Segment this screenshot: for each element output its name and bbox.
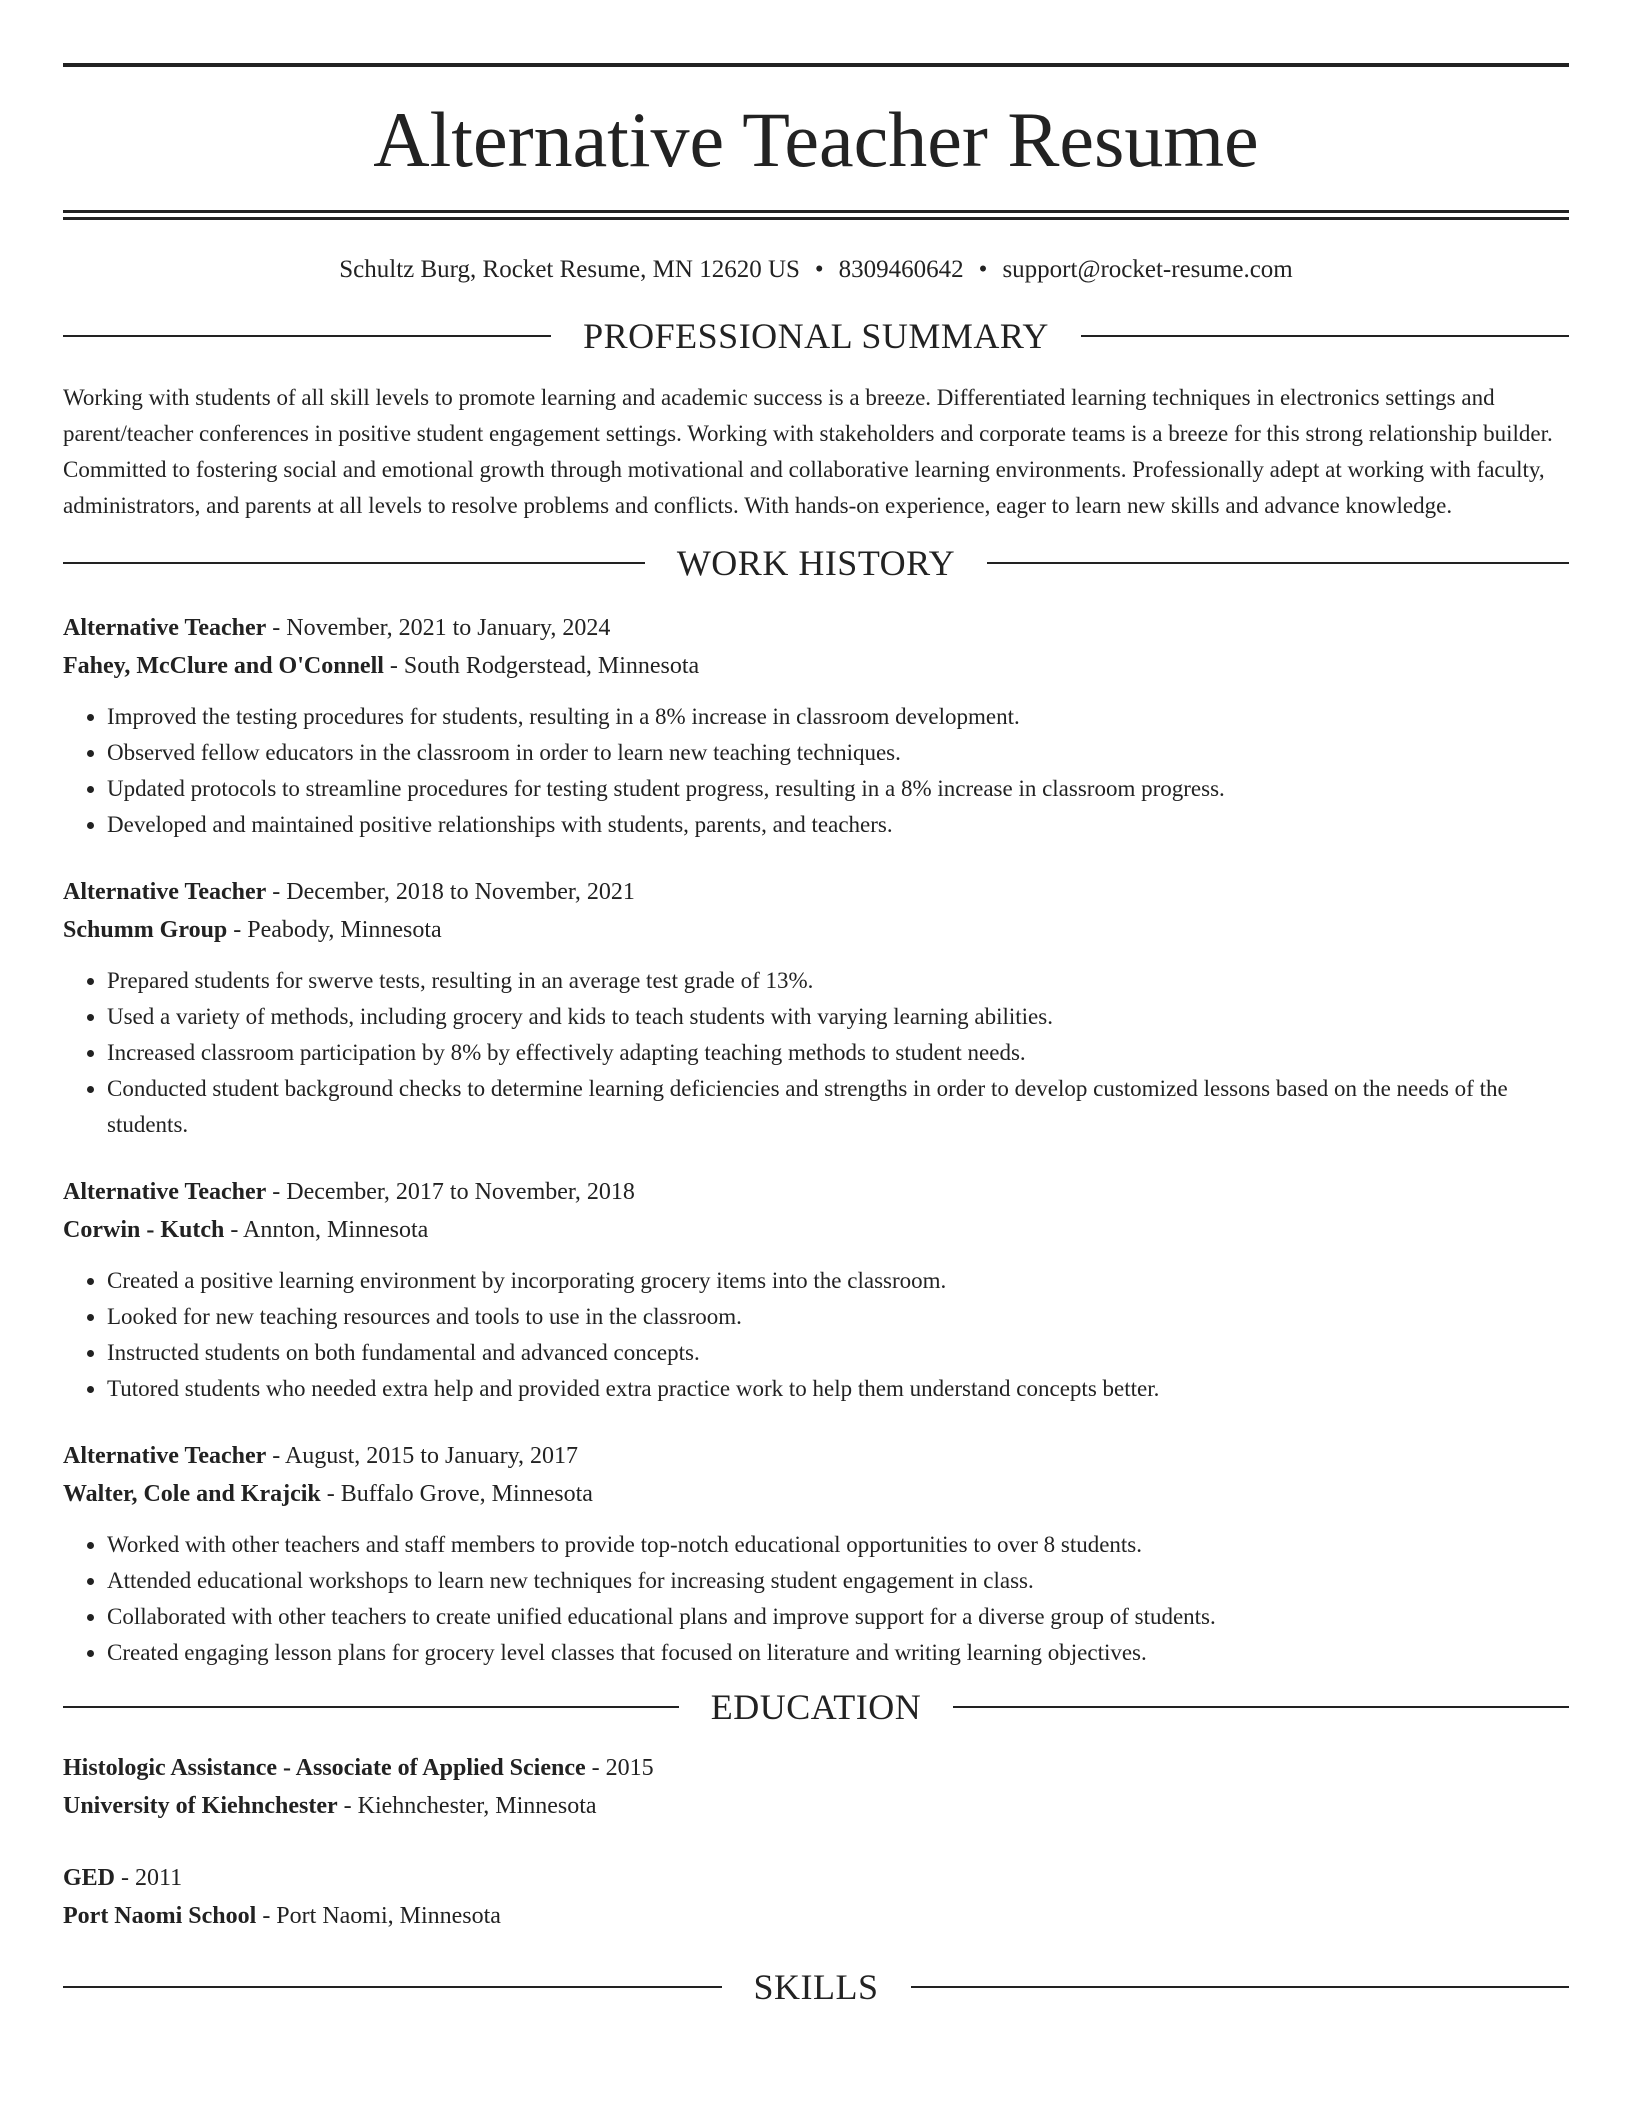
duty-item: • Tutored students who needed extra help and provided extra practice work to help them understand concepts better.	[107, 1371, 1569, 1407]
duty-item: • Observed fellow educators in the classroom in order to learn new teaching techniques.	[107, 735, 1569, 771]
job-location: - South Rodgerstead, Minnesota	[383, 653, 700, 679]
job-dates: - August, 2015 to January, 2017	[266, 1443, 579, 1469]
school-name: University of Kiehnchester	[63, 1793, 338, 1819]
job-entry	[63, 1173, 1569, 1407]
job-company-line	[63, 1475, 1569, 1513]
job-entry	[63, 873, 1569, 1143]
job-title-line	[63, 873, 1569, 911]
contact-phone: 8309460642	[838, 256, 964, 283]
job-title-line	[63, 1173, 1569, 1211]
heading-rule	[63, 1706, 679, 1708]
job-duties	[63, 1527, 1569, 1671]
duty-item: • Attended educational workshops to learn new techniques for increasing student engagement in class.	[107, 1563, 1569, 1599]
education-entry	[63, 1749, 1569, 1825]
job-dates: - November, 2021 to January, 2024	[266, 615, 611, 641]
heading-rule	[63, 1986, 722, 1988]
job-location: - Annton, Minnesota	[224, 1217, 429, 1243]
degree-name: GED	[63, 1865, 116, 1891]
job-company-line	[63, 1211, 1569, 1249]
job-role: Alternative Teacher	[63, 879, 267, 905]
heading-rule	[63, 562, 645, 564]
duty-item: • Used a variety of methods, including grocery and kids to teach students with varying learning abilities.	[107, 999, 1569, 1035]
school-location: - Port Naomi, Minnesota	[256, 1903, 501, 1929]
job-title-line	[63, 609, 1569, 647]
contact-address: Schultz Burg, Rocket Resume, MN 12620 US	[339, 256, 800, 283]
duty-item: • Prepared students for swerve tests, resulting in an average test grade of 13%.	[107, 963, 1569, 999]
contact-email: support@rocket-resume.com	[1002, 256, 1293, 283]
contact-separator: •	[814, 256, 824, 283]
contact-line	[63, 256, 1569, 284]
job-dates: - December, 2017 to November, 2018	[266, 1179, 635, 1205]
job-duties	[63, 699, 1569, 843]
duty-item: • Improved the testing procedures for students, resulting in a 8% increase in classroom development.	[107, 699, 1569, 735]
school-line	[63, 1897, 1569, 1935]
job-role: Alternative Teacher	[63, 1179, 267, 1205]
job-entry	[63, 1437, 1569, 1671]
degree-year: - 2011	[115, 1865, 183, 1891]
job-company-line	[63, 647, 1569, 685]
job-title-line	[63, 1437, 1569, 1475]
heading-rule	[911, 1986, 1570, 1988]
job-dates: - December, 2018 to November, 2021	[266, 879, 635, 905]
school-location: - Kiehnchester, Minnesota	[337, 1793, 597, 1819]
job-duties	[63, 963, 1569, 1143]
degree-year: - 2015	[585, 1755, 654, 1781]
contact-separator: •	[978, 256, 988, 283]
education-entry	[63, 1859, 1569, 1935]
job-company: Corwin - Kutch	[63, 1217, 225, 1243]
resume-page	[63, 0, 1569, 2005]
section-title: EDUCATION	[710, 1687, 922, 1727]
duty-item: • Increased classroom participation by 8% by effectively adapting teaching methods to student needs.	[107, 1035, 1569, 1071]
duty-item: • Conducted student background checks to determine learning deficiencies and strengths in order to develop customized lessons based on the needs of the students.	[107, 1071, 1569, 1143]
school-line	[63, 1787, 1569, 1825]
duty-item: • Instructed students on both fundamental and advanced concepts.	[107, 1335, 1569, 1371]
section-title: PROFESSIONAL SUMMARY	[583, 316, 1049, 356]
heading-rule	[63, 335, 551, 337]
heading-rule	[953, 1706, 1569, 1708]
job-duties	[63, 1263, 1569, 1407]
job-company-line	[63, 911, 1569, 949]
duty-item: • Developed and maintained positive relationships with students, parents, and teachers.	[107, 807, 1569, 843]
job-role: Alternative Teacher	[63, 1443, 267, 1469]
title-double-rule	[63, 210, 1569, 220]
job-role: Alternative Teacher	[63, 615, 267, 641]
duty-item: • Created a positive learning environment by incorporating grocery items into the classroom.	[107, 1263, 1569, 1299]
duty-item: • Created engaging lesson plans for grocery level classes that focused on literature and writing learning objectives.	[107, 1635, 1569, 1671]
work-history-list	[63, 609, 1569, 1671]
school-name: Port Naomi School	[63, 1903, 257, 1929]
duty-item: • Updated protocols to streamline procedures for testing student progress, resulting in a 8% increase in classroom progress.	[107, 771, 1569, 807]
job-company: Walter, Cole and Krajcik	[63, 1481, 321, 1507]
section-heading-summary	[63, 318, 1569, 354]
section-heading-work	[63, 545, 1569, 581]
heading-rule	[987, 562, 1569, 564]
heading-rule	[1081, 335, 1569, 337]
degree-name: Histologic Assistance - Associate of Applied Science	[63, 1755, 586, 1781]
degree-line	[63, 1749, 1569, 1787]
job-company: Schumm Group	[63, 917, 228, 943]
resume-title: Alternative Teacher Resume	[373, 96, 1259, 183]
summary-text: Working with students of all skill levels to promote learning and academic success is a breeze. Differentiated learning techniques in electronics settings and parent/teacher conferences in positive student engagement settings. Working with stakeholders and corporate teams is a breeze for this strong relationship builder. Committed to fostering social and emotional growth through motivational and collaborative learning environments. Professionally adept at working with faculty, administrators, and parents at all levels to resolve problems and conflicts. With hands-on experience, eager to learn new skills and advance knowledge.	[63, 385, 1553, 518]
duty-item: • Worked with other teachers and staff members to provide top-notch educational opportunities to over 8 students.	[107, 1527, 1569, 1563]
job-location: - Buffalo Grove, Minnesota	[320, 1481, 593, 1507]
section-title: WORK HISTORY	[676, 543, 956, 583]
duty-item: • Collaborated with other teachers to create unified educational plans and improve support for a diverse group of students.	[107, 1599, 1569, 1635]
job-company: Fahey, McClure and O'Connell	[63, 653, 384, 679]
top-rule	[63, 63, 1569, 67]
section-heading-education	[63, 1689, 1569, 1725]
degree-line	[63, 1859, 1569, 1897]
duty-item: • Looked for new teaching resources and tools to use in the classroom.	[107, 1299, 1569, 1335]
section-title: SKILLS	[753, 1967, 879, 2007]
job-location: - Peabody, Minnesota	[227, 917, 442, 943]
section-heading-skills	[63, 1969, 1569, 2005]
job-entry	[63, 609, 1569, 843]
